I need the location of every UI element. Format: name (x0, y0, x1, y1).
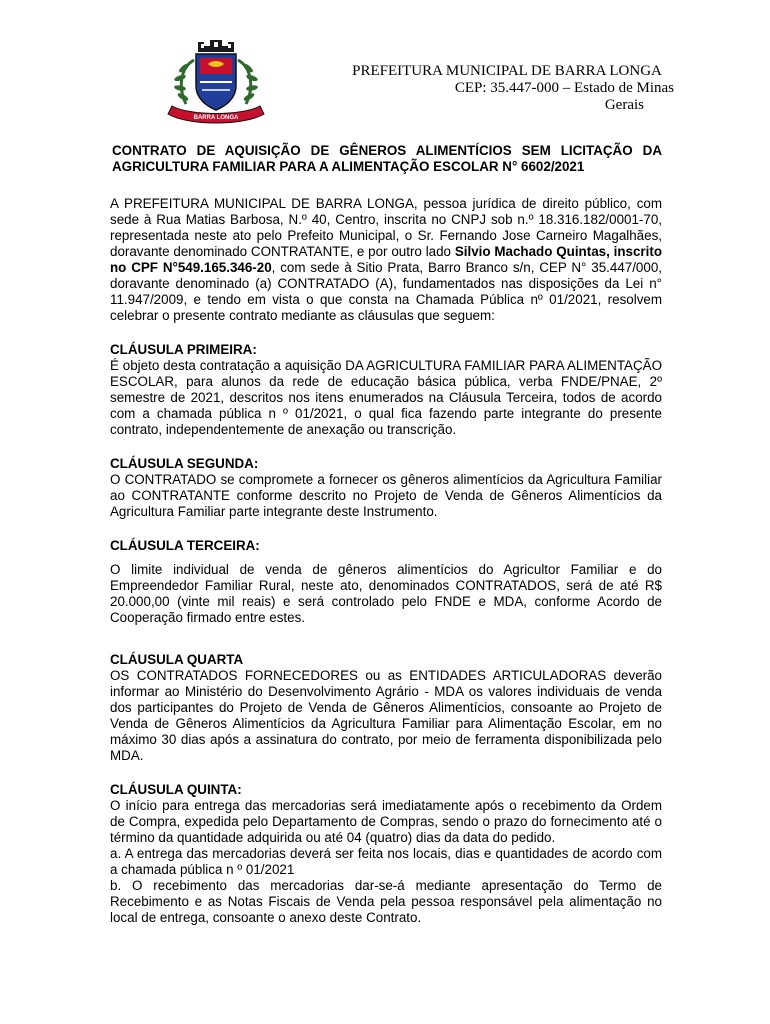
clause-1-title: CLÁUSULA PRIMEIRA: (110, 342, 257, 357)
clause-3-text: O limite individual de venda de gêneros alimentícios do Agricultor Familiar e do Empreendedor Familiar Rural, neste ato, denominados CONTRATADOS, será de até R$ 20.000,00 (vinte mil reais) e será controlado pelo FNDE e MDA, conforme Acordo de Cooperação firmado entre estes. (110, 562, 662, 625)
clause-5-text: O início para entrega das mercadorias será imediatamente após o recebimento da Ordem de Compra, expedida pelo Departamento de Compras, sendo o prazo do fornecimento até o término da quantidade adquirida ou até 04 (quatro) dias da data do pedido. (110, 798, 662, 845)
letterhead-line-3: Gerais (604, 97, 644, 113)
letterhead-line-2: CEP: 35.447-000 – Estado de Minas (454, 80, 674, 96)
clause-4-title: CLÁUSULA QUARTA (110, 652, 244, 667)
clause-5-item-b: b. O recebimento das mercadorias dar-se-á mediante apresentação do Termo de Recebimento e as Notas Fiscais de Venda pela pessoa responsável pela alimentação no local de entrega, consoante o anexo deste Contrato. (110, 878, 662, 925)
clause-1-text: É objeto desta contratação a aquisição DA AGRICULTURA FAMILIAR PARA ALIMENTAÇÃO ESCOLAR, para alunos da rede de educação básica pública, verba FNDE/PNAE, 2º semestre de 2021, descritos nos itens enumerados na Cláusula Terceira, todos de acordo com a chamada pública n º 01/2021, o qual fica fazendo parte integrante do presente contrato, independentemente de anexação ou transcrição. (110, 358, 662, 437)
letterhead (300, 63, 674, 114)
clause-2-title: CLÁUSULA SEGUNDA: (110, 456, 259, 471)
letterhead-line-1: PREFEITURA MUNICIPAL DE BARRA LONGA (352, 63, 662, 79)
clause-5-item-a: a. A entrega das mercadorias deverá ser feita nos locais, dias e quantidades de acordo com a chamada pública n º 01/2021 (110, 846, 662, 877)
contract-body (110, 143, 662, 926)
clause-3-title: CLÁUSULA TERCEIRA: (110, 538, 260, 553)
svg-text:BARRA LONGA: BARRA LONGA (193, 115, 239, 121)
contractor-identification: Silvio Machado Quintas, inscrito no CPF N°549.165.346-20 (110, 244, 663, 275)
municipal-coat-of-arms (160, 34, 272, 128)
clause-2-text: O CONTRATADO se compromete a fornecer os gêneros alimentícios da Agricultura Familiar ao CONTRATANTE conforme descrito no Projeto de Venda de Gêneros Alimentícios da Agricultura Familiar parte integrante deste Instrumento. (110, 472, 662, 519)
intro-paragraph (110, 196, 662, 324)
clause-4-text: OS CONTRATADOS FORNECEDORES ou as ENTIDADES ARTICULADORAS deverão informar ao Ministério do Desenvolvimento Agrário - MDA os valores individuais de venda dos participantes do Projeto de Venda de Gêneros Alimentícios, consoante ao Projeto de Venda de Gêneros Alimentícios da Agricultura Familiar para Alimentação Escolar, em no máximo 30 dias após a assinatura do contrato, por meio de ferramenta disponibilizada pelo MDA. (110, 668, 662, 763)
intro-text-2: , com sede à Sitio Prata, Barro Branco s/n, CEP N° 35.447/000, doravante denominado (a) CONTRATADO (A), fundamentados nas disposições da Lei n° 11.947/2009, e tendo em vista o que consta na Chamada Pública nº 01/2021, resolvem celebrar o presente contrato mediante as cláusulas que seguem: (110, 260, 662, 323)
contract-title: CONTRATO DE AQUISIÇÃO DE GÊNEROS ALIMENTÍCIOS SEM LICITAÇÃO DA AGRICULTURA FAMILIAR PARA A ALIMENTAÇÃO ESCOLAR N° 6602/2021 (112, 143, 662, 174)
intro-text-1: A PREFEITURA MUNICIPAL DE BARRA LONGA, pessoa jurídica de direito público, com sede à Rua Matias Barbosa, N.º 40, Centro, inscrita no CNPJ sob n.º 18.316.182/0001-70, representada neste ato pelo Prefeito Municipal, o Sr. Fernando Jose Carneiro Magalhães, doravante denominado CONTRATANTE, e por outro lado (110, 196, 662, 259)
clause-5-title: CLÁUSULA QUINTA: (110, 782, 242, 797)
